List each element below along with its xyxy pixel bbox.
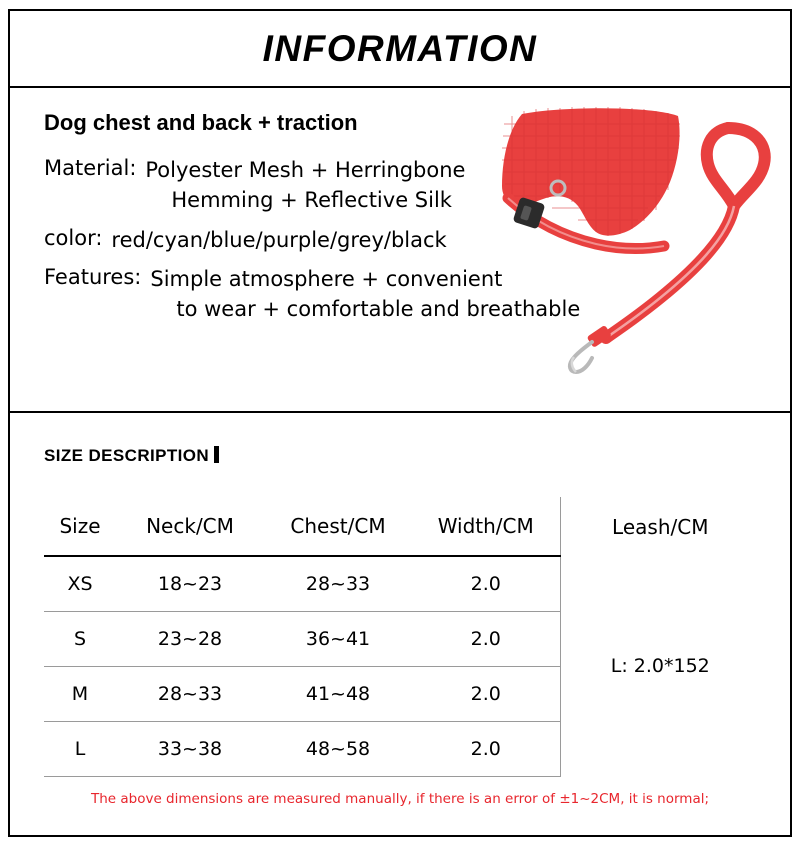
spec-value-material-line1: Polyester Mesh + Herringbone [145, 158, 466, 182]
cell-size: XS [44, 556, 116, 612]
spec-label-features: Features: [44, 265, 142, 290]
page-title: INFORMATION [262, 27, 538, 69]
leash-handle-inner-icon [707, 128, 734, 206]
size-description-band [10, 413, 790, 837]
information-band [10, 88, 790, 413]
measurement-note: The above dimensions are measured manually, if there is an error of ±1~2CM, it is normal; [90, 791, 710, 807]
cell-neck: 28~33 [116, 667, 264, 722]
cell-neck: 33~38 [116, 722, 264, 777]
cell-chest: 41~48 [264, 667, 412, 722]
spec-value-material [145, 156, 465, 216]
spec-value-color [111, 226, 446, 256]
spec-value-features-line2: to wear + comfortable and breathable [176, 297, 581, 322]
size-description-heading [44, 446, 219, 466]
spec-label-material: Material: [44, 156, 137, 180]
cell-leash: L: 2.0*152 [560, 556, 760, 777]
cell-width: 2.0 [412, 722, 560, 777]
text-cursor-icon [214, 446, 219, 463]
sheet-border [8, 9, 792, 837]
column-header-size: Size [44, 497, 116, 556]
cell-chest: 48~58 [264, 722, 412, 777]
title-band [10, 11, 790, 88]
column-header-width: Width/CM [412, 497, 560, 556]
column-header-leash: Leash/CM [560, 497, 760, 556]
table-row [44, 556, 760, 612]
spec-value-features-line1: Simple atmosphere + convenient [150, 267, 503, 292]
spec-value-color-line1: red/cyan/blue/purple/grey/black [111, 227, 447, 252]
spec-value-material-line2: Hemming + Reflective Silk [171, 187, 452, 212]
column-header-neck: Neck/CM [116, 497, 264, 556]
cell-neck: 23~28 [116, 612, 264, 667]
product-image [492, 102, 782, 382]
cell-chest: 28~33 [264, 556, 412, 612]
cell-size: M [44, 667, 116, 722]
product-heading: Dog chest and back + traction [44, 110, 358, 135]
cell-width: 2.0 [412, 667, 560, 722]
cell-width: 2.0 [412, 556, 560, 612]
cell-size: L [44, 722, 116, 777]
table-header-row [44, 497, 760, 556]
column-header-chest: Chest/CM [264, 497, 412, 556]
cell-width: 2.0 [412, 612, 560, 667]
spec-label-color: color: [44, 225, 103, 250]
snap-hook-icon [570, 325, 612, 372]
cell-size: S [44, 612, 116, 667]
cell-neck: 18~23 [116, 556, 264, 612]
cell-chest: 36~41 [264, 612, 412, 667]
size-description-heading-text: SIZE DESCRIPTION [44, 446, 210, 465]
size-table [44, 497, 760, 777]
